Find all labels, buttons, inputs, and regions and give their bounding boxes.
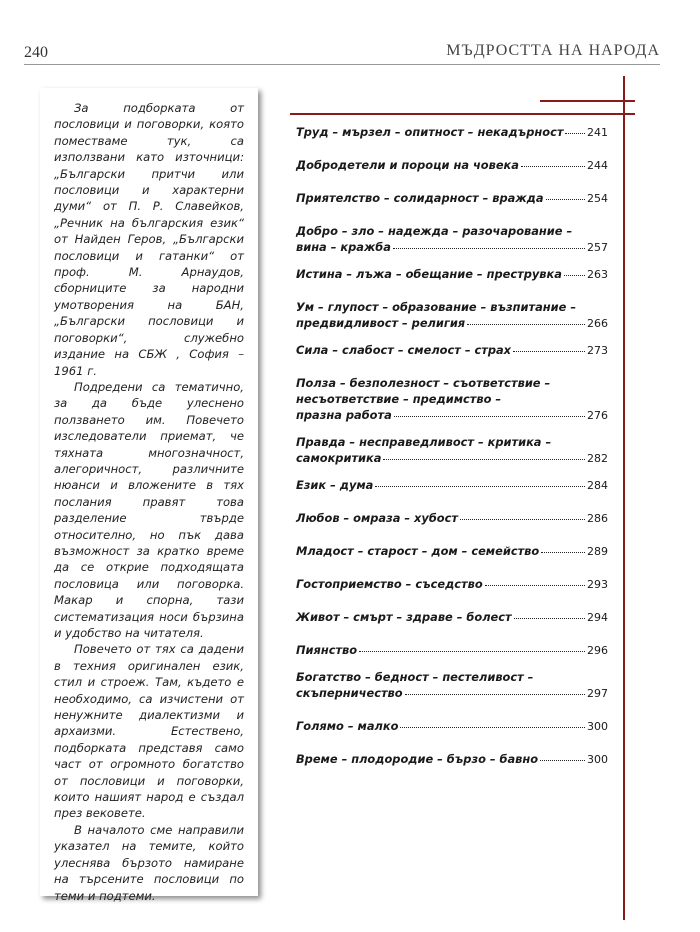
toc-entry [296,124,608,141]
toc-title: Любов – омраза – хубост [296,511,458,525]
toc-line [296,434,608,450]
toc-title: Правда – несправедливост – критика – [296,435,552,449]
toc-leader-dots [460,518,585,520]
red-horizontal-rule [290,113,635,115]
toc-leader-dots [564,274,585,276]
toc-title: Младост – старост – дом – семейство [296,544,540,558]
toc-title: Сила – слабост – смелост – страх [296,343,512,357]
toc-line [296,124,608,141]
toc-page-number: 293 [587,578,608,591]
toc-line [296,223,608,239]
toc-entry [296,751,608,768]
toc-title: Голямо – малко [296,719,399,733]
toc-page-number: 294 [587,611,608,624]
toc-entry [296,609,608,626]
toc-leader-dots [514,617,585,619]
toc-entry [296,576,608,593]
toc-leader-dots [400,726,585,728]
toc-title: предвидливост – религия [296,316,466,330]
toc-page-number: 289 [587,545,608,558]
toc-line [296,391,608,407]
toc-line [296,450,608,467]
toc-page-number: 284 [587,479,608,492]
toc-title: Пиянство [296,643,358,657]
toc-title: Труд – мързел – опитност – некадърност [296,125,564,139]
toc-leader-dots [565,132,585,134]
header-rule [24,64,660,65]
toc-entry [296,375,608,424]
toc-leader-dots [383,458,585,460]
toc-line [296,543,608,560]
intro-paragraph: За подборката от пословици и поговорки, която поместваме тук, са използвани като източници: „Български притчи или пословици и характерни думи“ от П. Р. Славейков, „Речник на българския език“ от Найден Геров, „Български пословици и гатанки“ от проф. М. Арнаудов, сборниците за народни умотворения на БАН, „Български пословици и поговорки“, служебно издание на СБЖ , София – 1961 г. [54,101,244,378]
toc-title: Живот – смърт – здраве – болест [296,610,512,624]
toc-leader-dots [541,551,585,553]
toc-line [296,299,608,315]
toc-page-number: 257 [587,241,608,254]
toc-leader-dots [359,650,585,652]
toc-page-number: 273 [587,344,608,357]
toc-leader-dots [394,415,585,417]
toc-page-number: 297 [587,687,608,700]
toc-leader-dots [467,323,585,325]
toc-title: Ум – глупост – образование – възпитание – [296,300,577,314]
toc-page-number: 286 [587,512,608,525]
toc-line [296,718,608,735]
toc-page-number: 300 [587,753,608,766]
toc-title: Добродетели и пороци на човека [296,158,519,172]
toc-entry [296,299,608,332]
toc-title: самокритика [296,451,382,465]
toc-line [296,685,608,702]
toc-leader-dots [485,584,585,586]
toc-entry [296,342,608,359]
toc-title: Полза – безполезност – съответствие – [296,376,551,390]
toc-line [296,315,608,332]
toc-line [296,751,608,768]
toc-line [296,609,608,626]
toc-leader-dots [405,693,585,695]
toc-entry [296,669,608,702]
toc-leader-dots [546,198,585,200]
toc-title: Време – плодородие – бързо – бавно [296,752,539,766]
toc-leader-dots [513,350,585,352]
toc-entry [296,543,608,560]
toc-leader-dots [393,247,585,249]
red-vertical-rule [623,76,625,920]
toc-title: Приятелство – солидарност – вражда [296,191,544,205]
intro-paragraph: В началото сме направили указател на темите, който улеснява бързото намиране на търсените пословици по теми и подтеми. [54,822,244,903]
toc-title: несъответствие – предимство – [296,392,502,406]
running-head: МЪДРОСТТА НА НАРОДА [446,42,660,59]
toc-line [296,375,608,391]
toc-leader-dots [521,165,585,167]
toc-entry [296,190,608,207]
toc-page-number: 266 [587,317,608,330]
toc-page-number: 244 [587,159,608,172]
toc-line [296,576,608,593]
toc-entry [296,434,608,467]
table-of-contents [296,124,608,768]
toc-line [296,239,608,256]
toc-page-number: 300 [587,720,608,733]
intro-paragraph: Подредени са тематично, за да бъде улеснено ползването им. Повечето изследователи приемат, че тяхната многозначност, алегоричност, различните нюанси и вложените в тях послания правят това разделение твърде относително, но пък дава възможност за кратко време да се открие подходящата пословица или поговорка. Макар и спорна, тази систематизация носи бързина и удобство на читателя. [54,379,244,640]
toc-line [296,190,608,207]
toc-line [296,157,608,174]
toc-page-number: 263 [587,268,608,281]
toc-page-number: 276 [587,409,608,422]
toc-page-number: 282 [587,452,608,465]
toc-page-number: 254 [587,192,608,205]
toc-title: скъперничество [296,686,403,700]
intro-box [40,88,258,903]
toc-line [296,642,608,659]
toc-entry [296,718,608,735]
page-number: 240 [24,44,48,61]
toc-leader-dots [375,485,585,487]
toc-entry [296,477,608,494]
toc-entry [296,266,608,283]
toc-line [296,669,608,685]
toc-page-number: 241 [587,126,608,139]
toc-title: Език – дума [296,478,374,492]
toc-title: Гостоприемство – съседство [296,577,483,591]
toc-entry [296,642,608,659]
toc-title: празна работа [296,408,392,422]
toc-line [296,510,608,527]
toc-title: Истина – лъжа – обещание – преструвка [296,267,562,281]
toc-title: вина – кражба [296,240,391,254]
toc-title: Богатство – бедност – пестеливост – [296,670,534,684]
toc-page-number: 296 [587,644,608,657]
toc-line [296,266,608,283]
toc-entry [296,223,608,256]
intro-paragraph: Повечето от тях са дадени в техния оригинален език, стил и строеж. Там, където е необходимо, са изчистени от ненужните диалектизми и архаизми. Естествено, подборката представя само част от огромното богатство от пословици и поговорки, които нашият народ е създал през вековете. [54,642,244,821]
toc-entry [296,510,608,527]
red-short-rule [540,100,635,102]
toc-title: Добро – зло – надежда – разочарование – [296,224,573,238]
toc-entry [296,157,608,174]
toc-line [296,407,608,424]
toc-line [296,477,608,494]
toc-line [296,342,608,359]
toc-leader-dots [540,759,585,761]
